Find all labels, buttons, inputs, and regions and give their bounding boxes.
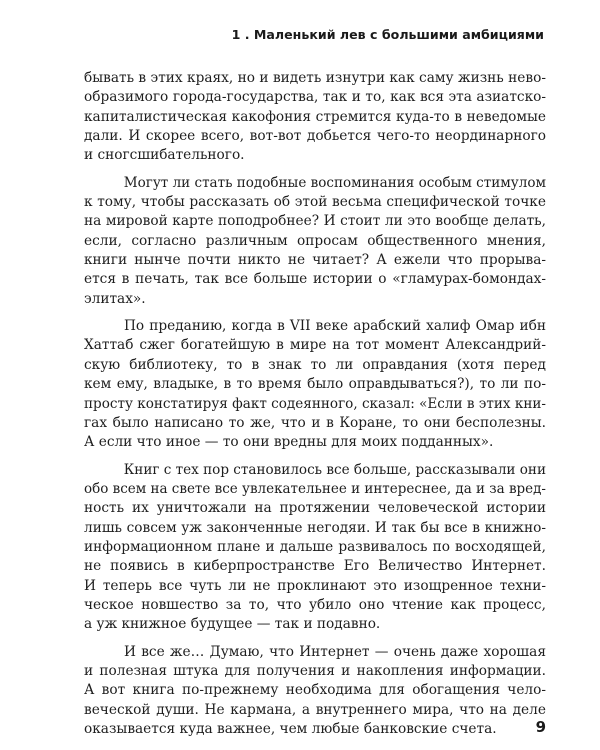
text-line: И все же… Думаю, что Интернет — очень даже хорошая [124, 643, 546, 660]
text-line: бывать в этих краях, но и видеть изнутри как саму жизнь нево- [84, 70, 546, 86]
text-line: кем ему, владыке, в то время было оправдываться?), то ли по- [84, 376, 546, 393]
running-head: 1 . Маленький лев с большими амбициями [231, 27, 544, 42]
text-line: а уж книжное будущее — так и подавно. [84, 616, 381, 633]
text-line: ческое новшество за то, что убило оно чтение как процесс, [84, 596, 546, 613]
text-line: книги нынче почти никто не читает? А ежели что прорыва- [84, 252, 546, 269]
paragraph-3 [84, 317, 546, 452]
paragraph-5 [84, 643, 546, 740]
body-text [84, 69, 546, 747]
text-line: Могут ли стать подобные воспоминания особым стимулом [123, 174, 547, 191]
text-line: гах было написано то же, что и в Коране, то они бесполезны. [84, 414, 546, 431]
paragraph-4 [84, 461, 546, 635]
text-line: оказывается куда важнее, чем любые банковские счета. [84, 721, 497, 737]
text-line: если, согласно различным опросам общественного мнения, [84, 232, 547, 249]
text-line: Книг с тех пор становилось все больше, рассказывали они [123, 461, 547, 478]
text-line: обо всем на свете все увлекательнее и интереснее, да и за вред- [84, 480, 546, 497]
text-line: к тому, чтобы рассказать об этой весьма специфической точке [84, 194, 546, 211]
text-line: не появись в киберпространстве Его Величество Интернет. [84, 558, 546, 575]
text-line: элитах». [84, 290, 146, 307]
text-line: И теперь все чуть ли не проклинают это изощренное техни- [84, 577, 546, 594]
text-line: капиталистическая какофония стремится куда-то в неведомые [84, 108, 547, 125]
page-number: 9 [535, 718, 546, 736]
text-line: скую библиотеку, то в знак то ли оправдания (хотя перед [84, 356, 546, 373]
text-line: А вот книга по-прежнему необходима для обогащения чело- [84, 682, 546, 699]
text-line: По преданию, когда в VII веке арабский халиф Омар ибн [124, 318, 546, 335]
text-line: ется в печать, так все больше истории о «гламурах-бомондах- [84, 271, 547, 288]
text-line: ность их уничтожали на протяжении человеческой истории [84, 500, 546, 517]
text-line: дали. И скорее всего, вот-вот добьется чего-то неординарного [84, 128, 547, 145]
text-line: А если что иное — то они вредны для моих подданных». [84, 434, 494, 451]
text-line: и сногсшибательного. [84, 147, 245, 164]
text-line: Хаттаб сжег богатейшую в мире на тот момент Александрий- [84, 337, 547, 354]
text-line: информационном плане и дальше развивалось по восходящей, [84, 538, 546, 555]
text-line: и полезная штука для получения и накопления информации. [84, 662, 546, 679]
text-line: на мировой карте поподробнее? И стоит ли это вообще делать, [84, 213, 546, 230]
paragraph-2 [84, 174, 546, 309]
text-line: лишь совсем уж законченные негодяи. И так бы все в книжно- [84, 519, 546, 536]
text-line: образимого города-государства, так и то, как вся эта азиатско- [84, 89, 546, 106]
paragraph-1 [84, 69, 546, 166]
text-line: веческой души. Не кармана, а внутреннего мира, что на деле [84, 701, 546, 718]
text-line: просту констатируя факт содеянного, сказал: «Если в этих кни- [84, 395, 547, 412]
